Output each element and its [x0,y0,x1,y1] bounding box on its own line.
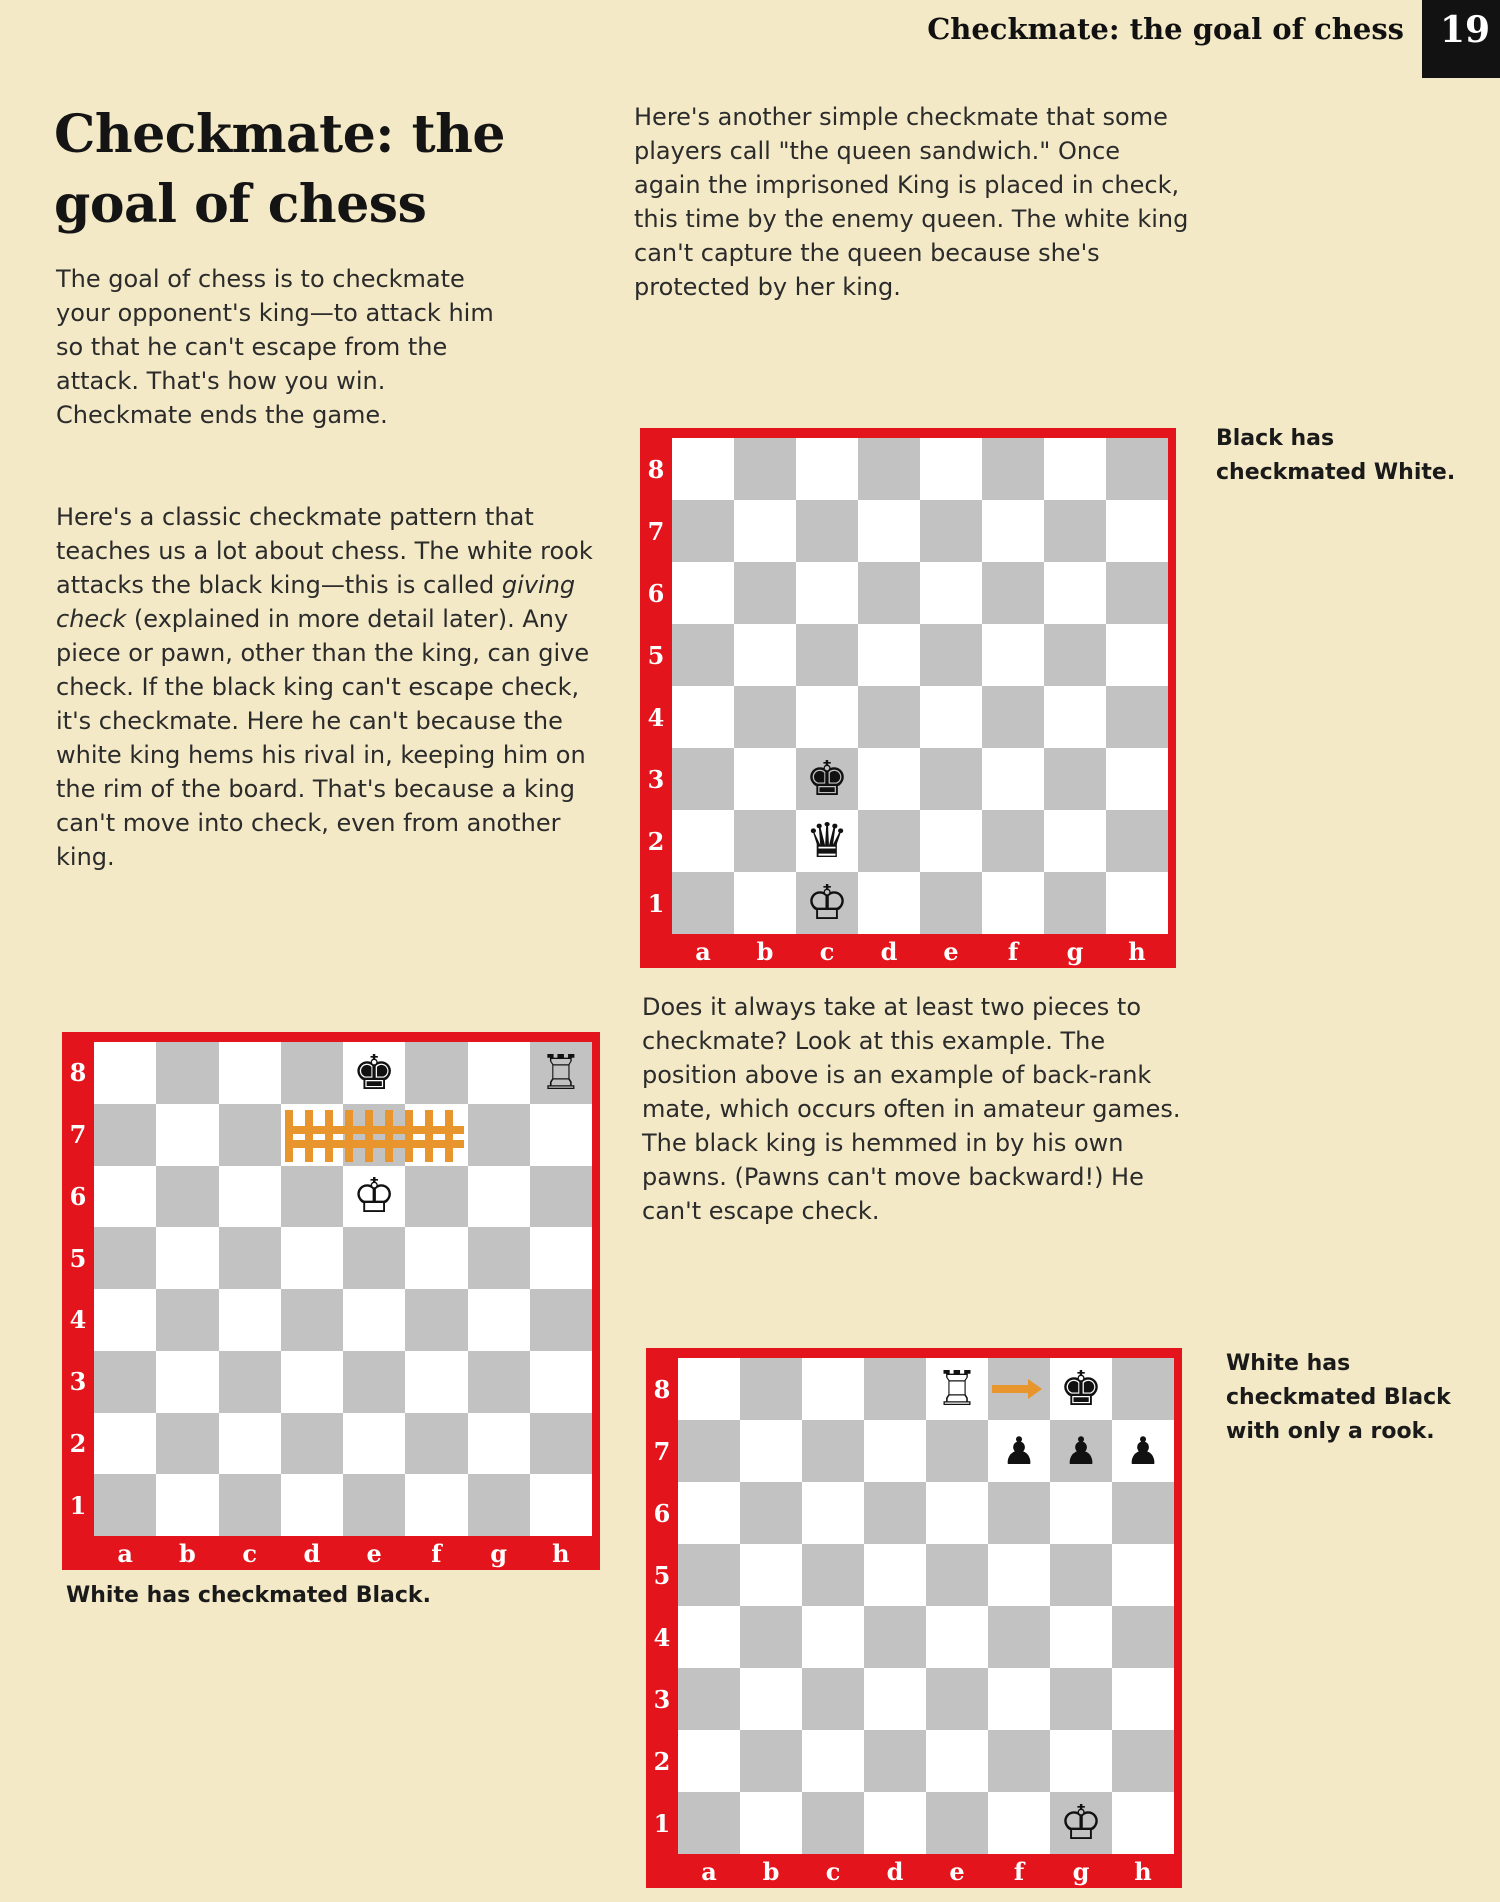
board-square-b4 [734,686,796,748]
board-square-h3 [1106,748,1168,810]
board-square-g8 [1044,438,1106,500]
board-square-a6 [678,1482,740,1544]
board-square-a6 [94,1166,156,1228]
board-square-d5 [281,1227,343,1289]
board-square-d5 [858,624,920,686]
board-square-d6 [281,1166,343,1228]
board-square-f4 [982,686,1044,748]
board-square-d2 [864,1730,926,1792]
intro-paragraph [56,262,596,432]
board-square-g2 [468,1413,530,1475]
white-rook-e8: ♖ [935,1361,979,1417]
board-square-b6 [156,1166,218,1228]
white-king-c1: ♔ [805,875,849,931]
board-square-a2 [94,1413,156,1475]
board-square-f1 [405,1474,467,1536]
board-square-a8 [94,1042,156,1104]
board-square-h7 [530,1104,592,1166]
board-square-b3 [734,748,796,810]
board-square-d8 [858,438,920,500]
file-label: a [695,936,711,966]
board-square-d2 [281,1413,343,1475]
board-square-f6 [405,1166,467,1228]
white-king-g1: ♔ [1059,1795,1103,1851]
board-square-b2 [740,1730,802,1792]
board-square-a1 [94,1474,156,1536]
board-square-h4 [1106,686,1168,748]
rank-label: 8 [69,1058,87,1088]
board-square-h1 [1106,872,1168,934]
board-square-e2 [920,810,982,872]
board-square-e5 [926,1544,988,1606]
board-square-c7 [219,1104,281,1166]
board-square-a5 [672,624,734,686]
board-square-g4 [1050,1606,1112,1668]
rank-label: 8 [653,1374,671,1404]
board-square-g3 [468,1351,530,1413]
board-square-c7 [796,500,858,562]
file-label: b [762,1856,780,1886]
board-square-h1 [530,1474,592,1536]
title-line-2: goal of chess [54,174,427,235]
board-square-c8 [219,1042,281,1104]
title-line-1: Checkmate: the [54,104,505,165]
classic-pattern-paragraph [56,500,596,874]
board-square-b1 [156,1474,218,1536]
board-square-c6 [219,1166,281,1228]
board-square-d4 [281,1289,343,1351]
board-square-c7 [802,1420,864,1482]
file-label: h [552,1538,570,1568]
board-square-g5 [468,1227,530,1289]
intro-line-3: so that he can't escape from the [56,333,448,361]
board-square-e8 [920,438,982,500]
board-square-d3 [858,748,920,810]
board-square-a8 [672,438,734,500]
board-square-h6 [1112,1482,1174,1544]
board-square-g5 [1044,624,1106,686]
board-square-a3 [94,1351,156,1413]
board-square-g3 [1050,1668,1112,1730]
board-square-e6 [920,562,982,624]
rank-label: 5 [653,1560,671,1590]
board-square-g2 [1044,810,1106,872]
board-square-f2 [988,1730,1050,1792]
file-label: f [1007,936,1019,966]
board-square-c6 [796,562,858,624]
board-square-a7 [94,1104,156,1166]
board-square-d5 [864,1544,926,1606]
white-rook-h8: ♖ [539,1044,583,1101]
board-square-b4 [740,1606,802,1668]
intro-line-5: Checkmate ends the game. [56,401,388,429]
file-label: e [366,1538,382,1568]
rank-label: 7 [69,1120,87,1150]
board-square-c1 [802,1792,864,1854]
board-squares [672,438,1168,934]
board-square-b1 [734,872,796,934]
fence-barrier [285,1110,464,1162]
rank-label: 1 [69,1490,87,1520]
rank-label: 3 [647,764,665,794]
board-square-h8 [1106,438,1168,500]
board-square-g3 [1044,748,1106,810]
board-square-a4 [94,1289,156,1351]
white-king-e6: ♔ [352,1168,396,1225]
board-square-f6 [988,1482,1050,1544]
rank-label: 2 [69,1428,87,1458]
board-square-b3 [156,1351,218,1413]
black-pawn-g7: ♟ [1063,1429,1099,1473]
board-square-f5 [405,1227,467,1289]
rank-label: 5 [69,1243,87,1273]
board-square-e2 [343,1413,405,1475]
board-square-c5 [219,1227,281,1289]
board-square-b2 [156,1413,218,1475]
caption-back-rank: White has checkmated Black with only a rook. [1226,1351,1451,1444]
board-square-b7 [734,500,796,562]
classic-emphasis: giving check [56,571,576,633]
rank-label: 2 [653,1746,671,1776]
board-square-c2 [219,1413,281,1475]
board-square-c3 [219,1351,281,1413]
board-square-b5 [734,624,796,686]
board-square-g8 [468,1042,530,1104]
board-square-a2 [678,1730,740,1792]
board-square-e4 [920,686,982,748]
board-square-d6 [858,562,920,624]
file-label: f [1013,1856,1025,1886]
board-square-a4 [678,1606,740,1668]
file-label: c [819,936,835,966]
file-label: a [117,1538,133,1568]
board-square-e5 [920,624,982,686]
board-square-a8 [678,1358,740,1420]
board-square-e2 [926,1730,988,1792]
rank-label: 6 [647,578,665,608]
file-label: e [949,1856,965,1886]
board-square-a5 [678,1544,740,1606]
board-square-a2 [672,810,734,872]
board-square-f3 [405,1351,467,1413]
board-square-e7 [926,1420,988,1482]
board-square-c3 [802,1668,864,1730]
board-square-h4 [530,1289,592,1351]
rank-label: 3 [653,1684,671,1714]
board-square-b6 [734,562,796,624]
board-square-f8 [982,438,1044,500]
board-square-d1 [858,872,920,934]
board-square-d3 [281,1351,343,1413]
board-square-f3 [988,1668,1050,1730]
rank-label: 8 [647,454,665,484]
file-label: f [431,1538,442,1568]
board-square-c1 [219,1474,281,1536]
page-number: 19 [1422,0,1500,78]
board-square-e1 [926,1792,988,1854]
board-square-a7 [672,500,734,562]
board-square-f6 [982,562,1044,624]
board-square-d3 [864,1668,926,1730]
file-label: g [490,1538,508,1568]
board-square-b5 [156,1227,218,1289]
running-head-title: Checkmate: the goal of chess [927,12,1404,46]
board-square-h6 [530,1166,592,1228]
file-label: c [825,1856,841,1886]
board-square-c2 [802,1730,864,1792]
board-square-h7 [1106,500,1168,562]
board-square-a7 [678,1420,740,1482]
rank-label: 4 [653,1622,671,1652]
black-queen-c2: ♛ [805,813,849,869]
board-square-g1 [1044,872,1106,934]
rank-label: 4 [647,702,665,732]
board-square-a1 [678,1792,740,1854]
rank-label: 6 [69,1181,87,1211]
black-king-g8: ♚ [1059,1361,1103,1417]
board-square-b3 [740,1668,802,1730]
board-square-e7 [920,500,982,562]
board-square-f7 [982,500,1044,562]
board-square-e3 [920,748,982,810]
board-square-h3 [530,1351,592,1413]
board-square-h2 [1106,810,1168,872]
board-square-g4 [1044,686,1106,748]
rank-label: 1 [647,888,665,918]
back-rank-paragraph: Does it always take at least two pieces to checkmate? Look at this example. The position above is an example of back-rank mate, which occurs often in amateur games. The black king is hemmed in by his own pawns. (Pawns can't move backward!) He can't escape check. [642,993,1181,1225]
file-label: a [701,1856,717,1886]
board-square-e5 [343,1227,405,1289]
board-square-c5 [796,624,858,686]
classic-text-before: Here's a classic checkmate pattern that teaches us a lot about chess. The white rook attacks the black king—this is called [56,503,593,599]
board-square-c8 [802,1358,864,1420]
intro-line-1: The goal of chess is to checkmate [56,265,465,293]
board-square-b8 [734,438,796,500]
board-square-a1 [672,872,734,934]
board-square-b1 [740,1792,802,1854]
board-square-e1 [920,872,982,934]
board-square-e1 [343,1474,405,1536]
board-square-h8 [1112,1358,1174,1420]
board-square-g7 [1044,500,1106,562]
file-label: b [756,936,774,966]
board-square-d8 [281,1042,343,1104]
board-square-h4 [1112,1606,1174,1668]
chessboard-queen-sandwich [640,428,1176,968]
rank-label: 7 [653,1436,671,1466]
black-pawn-f7: ♟ [1001,1429,1037,1473]
chessboard-rook-mate [62,1032,600,1570]
rank-label: 3 [69,1367,87,1397]
board-square-c4 [219,1289,281,1351]
intro-line-2: your opponent's king—to attack him [56,299,494,327]
board-square-g5 [1050,1544,1112,1606]
file-label: e [943,936,959,966]
black-king-c3: ♚ [805,751,849,807]
board-square-c8 [796,438,858,500]
black-pawn-h7: ♟ [1125,1429,1161,1473]
board-square-b7 [156,1104,218,1166]
board-square-f4 [988,1606,1050,1668]
file-label: g [1066,936,1084,966]
board-square-a3 [672,748,734,810]
classic-text-after: (explained in more detail later). Any piece or pawn, other than the king, can give check. If the black king can't escape check, it's checkmate. Here he can't because the white king hems his rival in, keeping him on the rim of the board. That's because a king can't move into check, even from another king. [56,605,590,871]
board-square-d1 [864,1792,926,1854]
board-square-g7 [468,1104,530,1166]
board-square-h6 [1106,562,1168,624]
board-square-f5 [982,624,1044,686]
chessboard-back-rank [646,1348,1182,1888]
board-square-h5 [1106,624,1168,686]
board-square-e4 [926,1606,988,1668]
board-square-b5 [740,1544,802,1606]
board-square-g2 [1050,1730,1112,1792]
black-king-e8: ♚ [352,1044,396,1101]
board-square-h1 [1112,1792,1174,1854]
file-label: b [178,1538,196,1568]
board-square-f2 [405,1413,467,1475]
board-square-d1 [281,1474,343,1536]
board-square-g6 [1044,562,1106,624]
board-square-f3 [982,748,1044,810]
file-label: h [1128,936,1146,966]
board-square-g4 [468,1289,530,1351]
board-square-f1 [982,872,1044,934]
board-square-a4 [672,686,734,748]
board-square-c4 [802,1606,864,1668]
board-square-e3 [926,1668,988,1730]
intro-line-4: attack. That's how you win. [56,367,386,395]
board-square-h2 [530,1413,592,1475]
board-square-f1 [988,1792,1050,1854]
board-square-d4 [864,1606,926,1668]
file-label: h [1134,1856,1152,1886]
caption-rook-mate: White has checkmated Black. [66,1583,431,1608]
rank-label: 2 [647,826,665,856]
file-label: d [880,936,898,966]
page-title [54,100,614,240]
board-square-d7 [864,1420,926,1482]
board-square-f2 [982,810,1044,872]
board-square-f5 [988,1544,1050,1606]
board-square-a3 [678,1668,740,1730]
board-square-f4 [405,1289,467,1351]
rank-label: 4 [69,1305,87,1335]
file-label: d [886,1856,904,1886]
queen-sandwich-paragraph: Here's another simple checkmate that some players call "the queen sandwich." Once again the imprisoned King is placed in check, this time by the enemy queen. The white king can't capture the queen because she's protected by her king. [634,103,1189,301]
board-square-b7 [740,1420,802,1482]
board-square-b6 [740,1482,802,1544]
board-square-b2 [734,810,796,872]
board-square-f8 [405,1042,467,1104]
board-square-c5 [802,1544,864,1606]
file-label: c [242,1538,257,1568]
board-square-e3 [343,1351,405,1413]
board-square-h2 [1112,1730,1174,1792]
file-label: d [303,1538,321,1568]
board-square-h5 [1112,1544,1174,1606]
file-label: g [1072,1856,1090,1886]
board-square-b8 [156,1042,218,1104]
board-square-d8 [864,1358,926,1420]
rank-label: 5 [647,640,665,670]
rank-label: 6 [653,1498,671,1528]
board-square-g1 [468,1474,530,1536]
rank-label: 1 [653,1808,671,1838]
board-square-d7 [858,500,920,562]
board-square-b8 [740,1358,802,1420]
board-square-d6 [864,1482,926,1544]
board-square-c4 [796,686,858,748]
board-square-a5 [94,1227,156,1289]
board-square-g6 [1050,1482,1112,1544]
board-square-e4 [343,1289,405,1351]
board-square-a6 [672,562,734,624]
board-square-d4 [858,686,920,748]
board-square-c6 [802,1482,864,1544]
board-square-d2 [858,810,920,872]
board-square-h5 [530,1227,592,1289]
caption-queen-sandwich: Black has checkmated White. [1216,426,1456,485]
board-square-g6 [468,1166,530,1228]
move-arrow [992,1385,1030,1393]
board-square-e6 [926,1482,988,1544]
rank-label: 7 [647,516,665,546]
board-square-b4 [156,1289,218,1351]
board-square-h3 [1112,1668,1174,1730]
